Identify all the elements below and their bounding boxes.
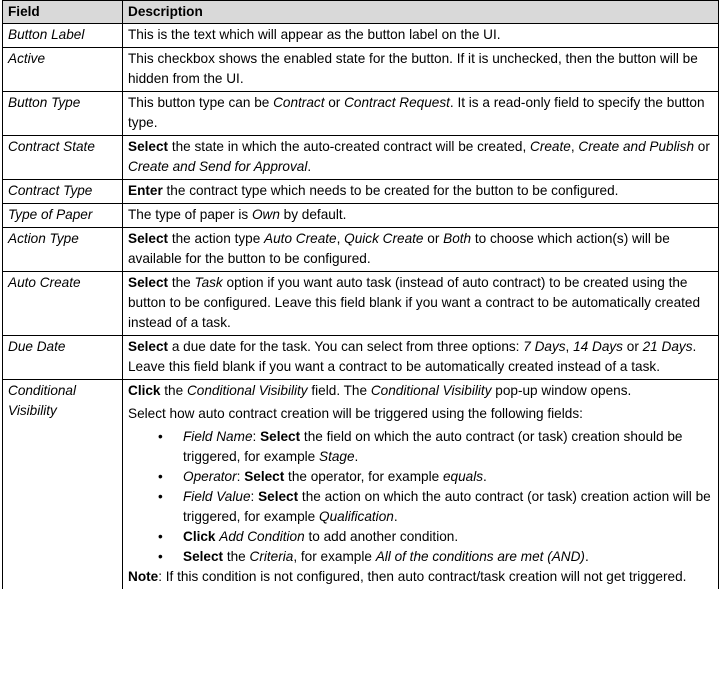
text-run: Auto Create (264, 231, 337, 246)
description-cell (123, 228, 719, 272)
field-cell: Type of Paper (3, 204, 123, 228)
description-paragraph: Select how auto contract creation will be triggered using the following fields: (128, 406, 583, 421)
description-cell (123, 136, 719, 180)
table-row (3, 180, 719, 204)
text-run: . (354, 449, 359, 464)
text-run: , (565, 339, 574, 354)
text-run: by default. (279, 207, 347, 222)
text-run: the action on which the auto contract (or task) creation action will be triggered, for example (183, 489, 711, 524)
text-run: Criteria (249, 549, 294, 564)
text-run: . (393, 509, 398, 524)
field-cell: Contract Type (3, 180, 123, 204)
field-cell: Conditional Visibility (3, 380, 123, 590)
description-cell: This is the text which will appear as the button label on the UI. (123, 24, 719, 48)
text-run: The type of paper is (128, 207, 252, 222)
text-run: : (250, 489, 259, 504)
text-run: . (307, 159, 312, 174)
bullet-icon: • (158, 469, 163, 484)
description-cell: This checkbox shows the enabled state for the button. If it is unchecked, then the button will be hidden from the UI. (123, 48, 719, 92)
text-run: Both (443, 231, 472, 246)
text-run: Create and Publish (578, 139, 695, 154)
text-run: the action type (168, 231, 265, 246)
description-cell (123, 204, 719, 228)
text-run: , (336, 231, 345, 246)
description-cell (123, 180, 719, 204)
table-row (3, 272, 719, 336)
text-run: or (694, 139, 710, 154)
text-run: the (168, 275, 195, 290)
text-run: the field on which the auto contract (or task) creation should be triggered, for example (183, 429, 683, 464)
description-paragraph (128, 381, 713, 401)
field-cell: Action Type (3, 228, 123, 272)
table-row (3, 336, 719, 380)
text-run: Field Name (183, 429, 253, 444)
text-run: : (236, 469, 245, 484)
text-run: Task (194, 275, 223, 290)
list-item (158, 487, 713, 527)
text-run: Note (128, 569, 159, 584)
table-row (3, 92, 719, 136)
text-run: the operator, for example (284, 469, 443, 484)
text-run: pop-up window opens. (491, 383, 632, 398)
text-run: . It is a read-only field to specify the button type. (128, 95, 705, 130)
text-run: the (160, 383, 187, 398)
text-run: Select (183, 549, 224, 564)
description-cell (123, 336, 719, 380)
text-run: Select (128, 275, 169, 290)
description-cell (123, 92, 719, 136)
list-item (158, 527, 713, 547)
text-run: All of the conditions are met (AND) (375, 549, 585, 564)
text-run: or (324, 95, 345, 110)
text-run: Contract (273, 95, 325, 110)
list-item (158, 427, 713, 467)
description-cell (123, 272, 719, 336)
note-paragraph (128, 567, 713, 587)
field-cell: Button Type (3, 92, 123, 136)
text-run: to choose which action(s) will be available for the button to be configured. (128, 231, 670, 266)
text-run: or (423, 231, 444, 246)
field-description-table (2, 0, 719, 589)
text-run: a due date for the task. You can select from three options: (168, 339, 524, 354)
table-row (3, 228, 719, 272)
text-run: . Leave this field blank if you want a contract to be automatically created instead of a task. (128, 339, 697, 374)
text-run: Conditional Visibility (186, 383, 308, 398)
field-cell: Contract State (3, 136, 123, 180)
text-run: Stage (319, 449, 355, 464)
description-cell (123, 380, 719, 590)
text-run: Field Value (183, 489, 251, 504)
text-run: Click (183, 529, 216, 544)
text-run: the contract type which needs to be created for the button to be configured. (162, 183, 619, 198)
bullet-icon: • (158, 429, 163, 444)
text-run: This button type can be (128, 95, 274, 110)
text-run: Create and Send for Approval (128, 159, 308, 174)
text-run: : If this condition is not configured, then auto contract/task creation will not get triggered. (158, 569, 687, 584)
text-run: Click (128, 383, 161, 398)
table-row (3, 380, 719, 590)
text-run: Qualification (319, 509, 394, 524)
text-run: Quick Create (344, 231, 424, 246)
text-run: 7 Days (523, 339, 566, 354)
text-run: . (483, 469, 487, 484)
text-run: Select (128, 139, 169, 154)
list-item (158, 547, 713, 567)
text-run: Select (258, 489, 299, 504)
text-run: : (252, 429, 261, 444)
text-run: Select (128, 231, 169, 246)
field-cell: Active (3, 48, 123, 92)
field-cell: Due Date (3, 336, 123, 380)
table-row (3, 24, 719, 48)
text-run: Create (530, 139, 571, 154)
text-run: , for example (293, 549, 376, 564)
text-run: Own (251, 207, 280, 222)
list-item (158, 467, 713, 487)
text-run: Operator (183, 469, 237, 484)
header-row (3, 1, 719, 24)
bullet-icon: • (158, 549, 163, 564)
text-run: 14 Days (573, 339, 623, 354)
table-row (3, 136, 719, 180)
header-field: Field (3, 1, 123, 24)
text-run: equals (442, 469, 484, 484)
text-run: 21 Days (642, 339, 693, 354)
text-run: , (570, 139, 579, 154)
text-run: Enter (128, 183, 163, 198)
condition-field-list (128, 427, 713, 567)
text-run: the (223, 549, 250, 564)
text-run: field. The (307, 383, 371, 398)
table-row (3, 204, 719, 228)
bullet-icon: • (158, 529, 163, 544)
field-cell: Button Label (3, 24, 123, 48)
text-run: . (584, 549, 589, 564)
text-run: Select (128, 339, 169, 354)
text-run: to add another condition. (304, 529, 459, 544)
text-run: or (622, 339, 643, 354)
text-run: the state in which the auto-created contract will be created, (168, 139, 531, 154)
text-run: Select (260, 429, 301, 444)
text-run: Contract Request (344, 95, 450, 110)
text-run: Add Condition (219, 529, 305, 544)
bullet-icon: • (158, 489, 163, 504)
text-run: Conditional Visibility (370, 383, 492, 398)
table-row (3, 48, 719, 92)
header-description: Description (123, 1, 719, 24)
text-run: Select (244, 469, 285, 484)
text-run: option if you want auto task (instead of auto contract) to be created using the button to be configured. Leave this field blank if you want a contract to be automatically created instead of a task. (128, 275, 701, 330)
field-cell: Auto Create (3, 272, 123, 336)
